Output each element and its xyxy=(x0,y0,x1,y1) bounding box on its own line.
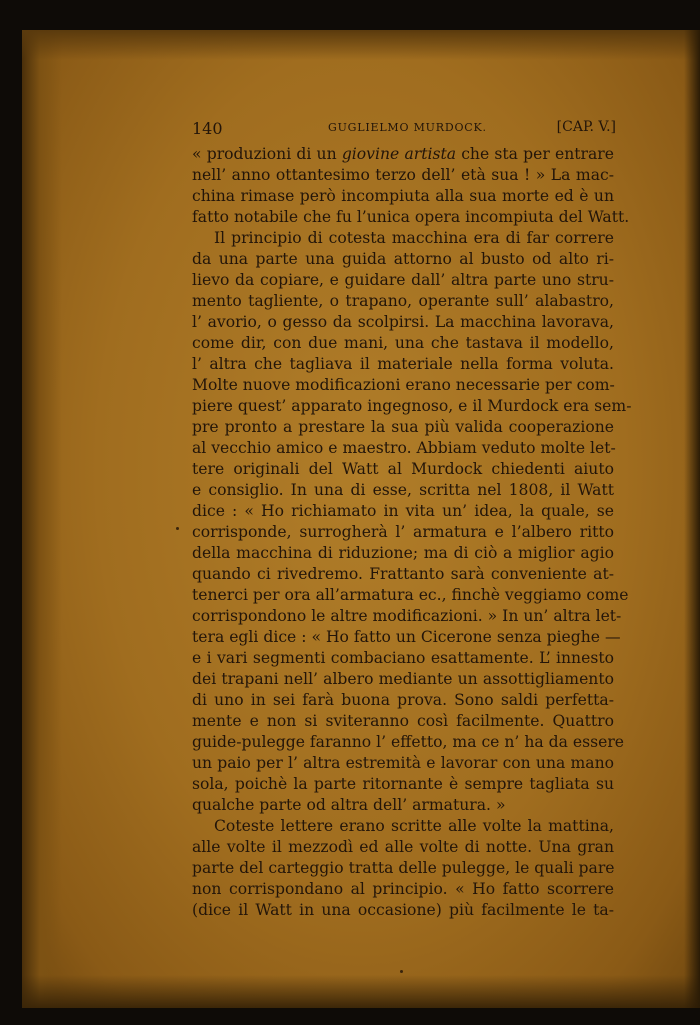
chapter-reference: [CAP. V.] xyxy=(556,119,616,135)
page-shadow-top xyxy=(22,30,700,60)
text-line: al vecchio amico e maestro. Abbiam veduto molte let- xyxy=(192,439,616,457)
text-line: tere originali del Watt al Murdock chiedenti aiuto xyxy=(192,460,614,478)
text-line: dice : « Ho richiamato in vita un’ idea, la quale, se xyxy=(192,502,614,520)
running-title: GUGLIELMO MURDOCK. xyxy=(328,121,487,134)
text-line: un paio per l’ altra estremità e lavorar con una mano xyxy=(192,754,614,772)
text-line: lievo da copiare, e guidare dall’ altra parte uno stru- xyxy=(192,271,614,289)
text-line: come dir, con due mani, una che tastava il modello, xyxy=(192,334,614,352)
running-head xyxy=(192,117,616,141)
text-line: dei trapani nell’ albero mediante un assottigliamento xyxy=(192,670,614,688)
text-line: e i vari segmenti combaciano esattamente. L’ innesto xyxy=(192,649,614,667)
text-line: da una parte una guida attorno al busto od alto ri- xyxy=(192,250,614,268)
text-line: china rimase però incompiuta alla sua morte ed è un xyxy=(192,187,614,205)
page-number: 140 xyxy=(192,119,223,138)
paragraph-start: Il principio di cotesta macchina era di far correre xyxy=(214,229,614,247)
paragraph-start: Coteste lettere erano scritte alle volte la mattina, xyxy=(214,817,614,835)
text-line: l’ altra che tagliava il materiale nella forma voluta. xyxy=(192,355,614,373)
text-line: mente e non si sviteranno così facilmente. Quattro xyxy=(192,712,614,730)
text-line: mento tagliente, o trapano, operante sull’ alabastro, xyxy=(192,292,614,310)
text-line: corrispondono le altre modificazioni. » In un’ altra let- xyxy=(192,607,622,625)
text-line: corrisponde, surrogherà l’ armatura e l’albero ritto xyxy=(192,523,614,541)
page-speck xyxy=(400,970,403,973)
text-line: della macchina di riduzione; ma di ciò a miglior agio xyxy=(192,544,614,562)
text-line: fatto notabile che fu l’unica opera incompiuta del Watt. xyxy=(192,208,630,226)
text-line: (dice il Watt in una occasione) più facilmente le ta- xyxy=(192,901,614,919)
margin-speck xyxy=(176,527,179,530)
text-line: quando ci rivedremo. Frattanto sarà conveniente at- xyxy=(192,565,614,583)
text-line: guide-pulegge faranno l’ effetto, ma ce n’ ha da essere xyxy=(192,733,624,751)
body-text xyxy=(192,144,632,921)
text-line: Molte nuove modificazioni erano necessarie per com- xyxy=(192,376,615,394)
text-line: alle volte il mezzodì ed alle volte di notte. Una gran xyxy=(192,838,614,856)
text-line: « produzioni di un giovine artista che sta per entrare xyxy=(192,145,614,163)
text-line: sola, poichè la parte ritornante è sempre tagliata su xyxy=(192,775,614,793)
italic-phrase: giovine artista xyxy=(341,145,457,163)
text-line: di uno in sei farà buona prova. Sono saldi perfetta- xyxy=(192,691,614,709)
text-line: pre pronto a prestare la sua più valida cooperazione xyxy=(192,418,614,436)
text-line: parte del carteggio tratta delle pulegge, le quali pare xyxy=(192,859,615,877)
page-shadow-bottom xyxy=(22,975,700,1008)
page-shadow-right xyxy=(684,30,700,1008)
text-line: l’ avorio, o gesso da scolpirsi. La macchina lavorava, xyxy=(192,313,614,331)
text-line: non corrispondano al principio. « Ho fatto scorrere xyxy=(192,880,614,898)
text-line: tenerci per ora all’armatura ec., finchè veggiamo come xyxy=(192,586,629,604)
text-line: qualche parte od altra dell’ armatura. » xyxy=(192,796,506,814)
text-line: e consiglio. In una di esse, scritta nel 1808, il Watt xyxy=(192,481,614,499)
page-shadow-left xyxy=(22,30,62,1008)
text-line: piere quest’ apparato ingegnoso, e il Murdock era sem- xyxy=(192,397,632,415)
text-line: tera egli dice : « Ho fatto un Cicerone senza pieghe — xyxy=(192,628,621,646)
text-line: nell’ anno ottantesimo terzo dell’ età sua ! » La mac- xyxy=(192,166,614,184)
